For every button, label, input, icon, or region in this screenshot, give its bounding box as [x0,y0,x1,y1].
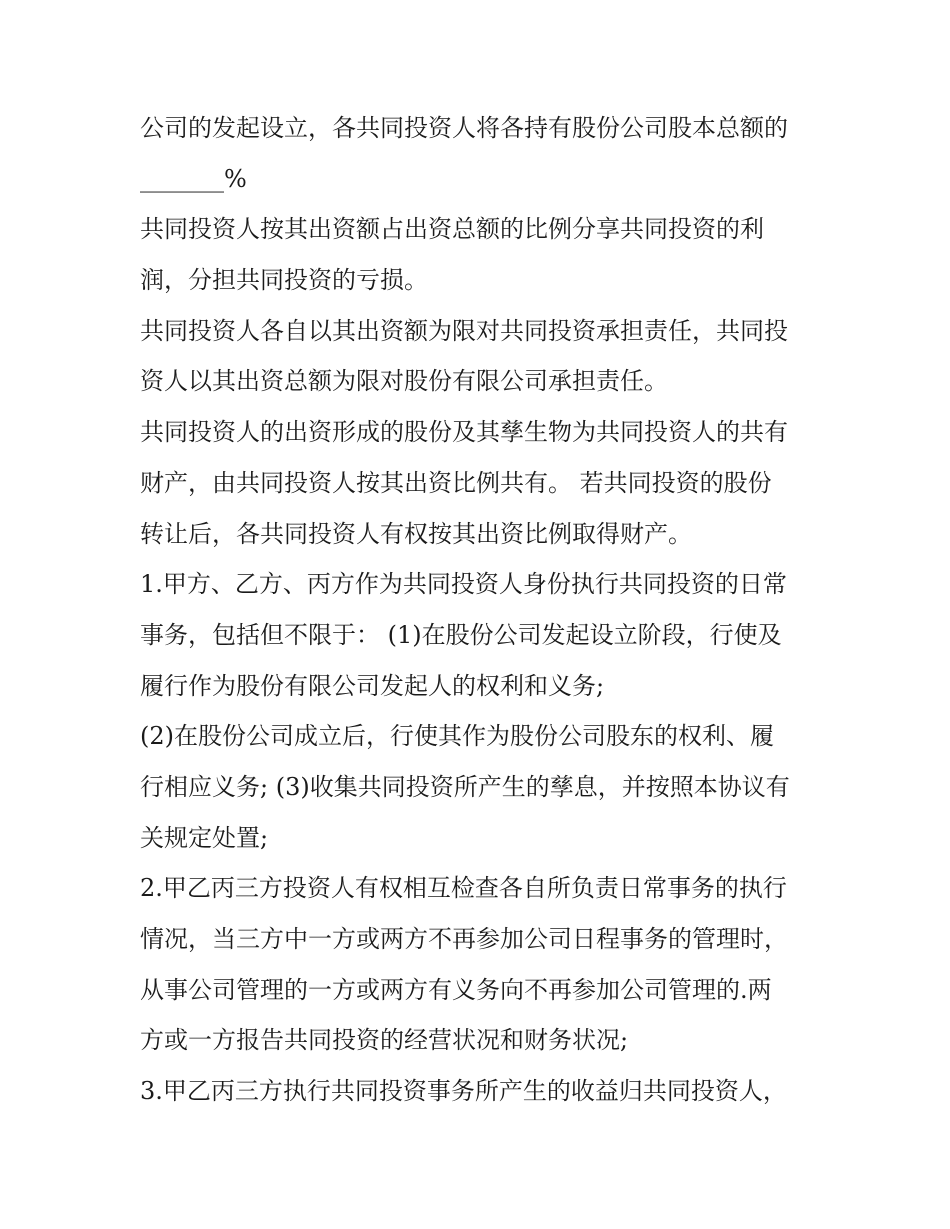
text-line: 润，分担共同投资的亏损。 [140,266,428,295]
text-line: 从事公司管理的一方或两方有义务向不再参加公司管理的.两 [140,975,772,1004]
text-line: 情况，当三方中一方或两方不再参加公司日程事务的管理时， [140,925,788,953]
text-line: 方或一方报告共同投资的经营状况和财务状况; [140,1026,629,1055]
text-line: 事务，包括但不限于： (1)在股份公司发起设立阶段，行使及 [140,620,782,649]
text-line: _______% [140,164,247,193]
text-line: 关规定处置; [140,823,269,852]
text-line: 公司的发起设立，各共同投资人将各持有股份公司股本总额的 [140,114,788,142]
text-line: 3.甲乙丙三方执行共同投资事务所产生的收益归共同投资人， [140,1077,787,1106]
text-line: 财产，由共同投资人按其出资比例共有。 若共同投资的股份 [140,468,772,497]
text-line: 履行作为股份有限公司发起人的权利和义务; [140,671,605,700]
text-line: 2.甲乙丙三方投资人有权相互检查各自所负责日常事务的执行 [140,874,787,903]
text-line: 转让后，各共同投资人有权按其出资比例取得财产。 [140,519,692,548]
document-body [140,103,820,1117]
text-line: 共同投资人各自以其出资额为限对共同投资承担责任，共同投 [140,316,788,345]
text-line: 共同投资人按其出资额占出资总额的比例分享共同投资的利 [140,215,764,244]
text-line: 资人以其出资总额为限对股份有限公司承担责任。 [140,367,668,396]
text-line: (2)在股份公司成立后，行使其作为股份公司股东的权利、履 [140,722,774,751]
text-line: 共同投资人的出资形成的股份及其孳生物为共同投资人的共有 [140,418,788,447]
text-line: 行相应义务; (3)收集共同投资所产生的孳息，并按照本协议有 [140,772,790,801]
text-line: 1.甲方、乙方、丙方作为共同投资人身份执行共同投资的日常 [140,570,787,599]
